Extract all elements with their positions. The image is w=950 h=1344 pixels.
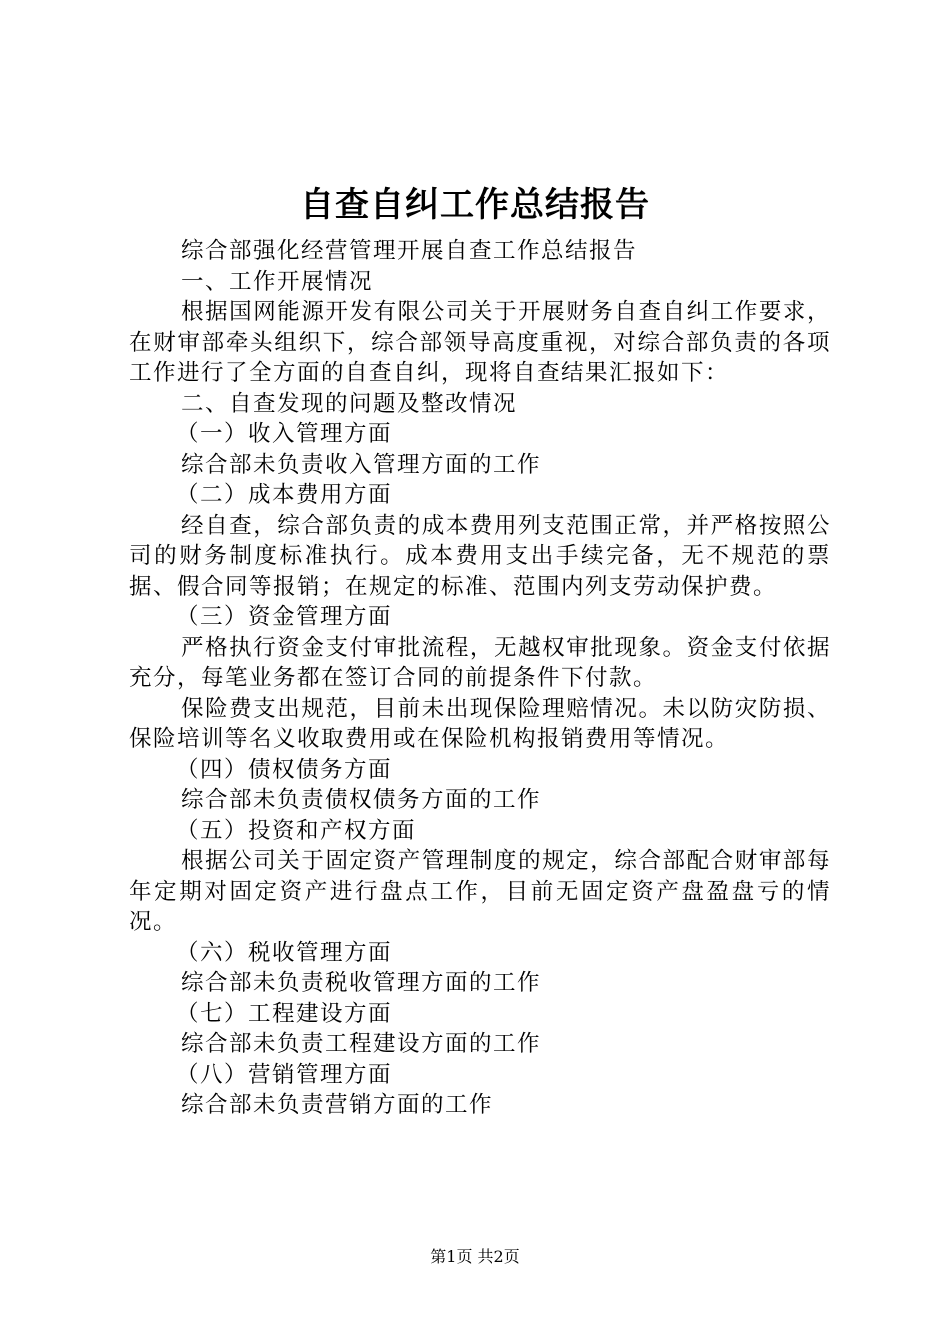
subsection-heading-1: （一）收入管理方面 [176,421,393,447]
subsection-text-6: 综合部未负责税收管理方面的工作 [181,970,542,996]
subsection-heading-6: （六）税收管理方面 [176,939,393,966]
subsection-heading-5: （五）投资和产权方面 [176,817,417,844]
subsection-text-4: 综合部未负责债权债务方面的工作 [181,787,542,813]
subsection-text-1: 综合部未负责收入管理方面的工作 [181,451,542,478]
subsection-heading-2: （二）成本费用方面 [176,482,393,508]
subsection-text-7: 综合部未负责工程建设方面的工作 [181,1031,542,1057]
paragraph-5: 根据公司关于固定资产管理制度的规定，综合部配合财审部每年定期对固定资产进行盘点工作，目前无固定资产盘盈盘亏的情况。 [129,848,831,935]
subsection-text-8: 综合部未负责营销方面的工作 [181,1092,494,1118]
subsection-heading-3: （三）资金管理方面 [176,604,393,630]
paragraph-3: 严格执行资金支付审批流程，无越权审批现象。资金支付依据充分，每笔业务都在签订合同的前提条件下付款。 [129,634,831,691]
subsection-heading-4: （四）债权债务方面 [176,756,393,783]
document-body [129,236,831,1121]
subsection-heading-7: （七）工程建设方面 [176,1000,393,1027]
subsection-heading-8: （八）营销管理方面 [176,1061,393,1088]
page-number-footer: 第1页 共2页 [430,1247,520,1266]
paragraph-2: 经自查，综合部负责的成本费用列支范围正常，并严格按照公司的财务制度标准执行。成本费用支出手续完备，无不规范的票据、假合同等报销；在规定的标准、范围内列支劳动保护费。 [129,512,831,600]
section-heading-2: 二、自查发现的问题及整改情况 [181,390,518,417]
paragraph-4: 保险费支出规范，目前未出现保险理赔情况。未以防灾防损、保险培训等名义收取费用或在保险机构报销费用等情况。 [129,695,831,752]
paragraph-1: 根据国网能源开发有限公司关于开展财务自查自纠工作要求，在财审部牵头组织下，综合部领导高度重视，对综合部负责的各项工作进行了全方面的自查自纠，现将自查结果汇报如下： [129,299,831,386]
section-heading-1: 一、工作开展情况 [181,268,374,295]
document-title: 自查自纠工作总结报告 [300,185,650,225]
document-subtitle: 综合部强化经营管理开展自查工作总结报告 [181,238,638,264]
